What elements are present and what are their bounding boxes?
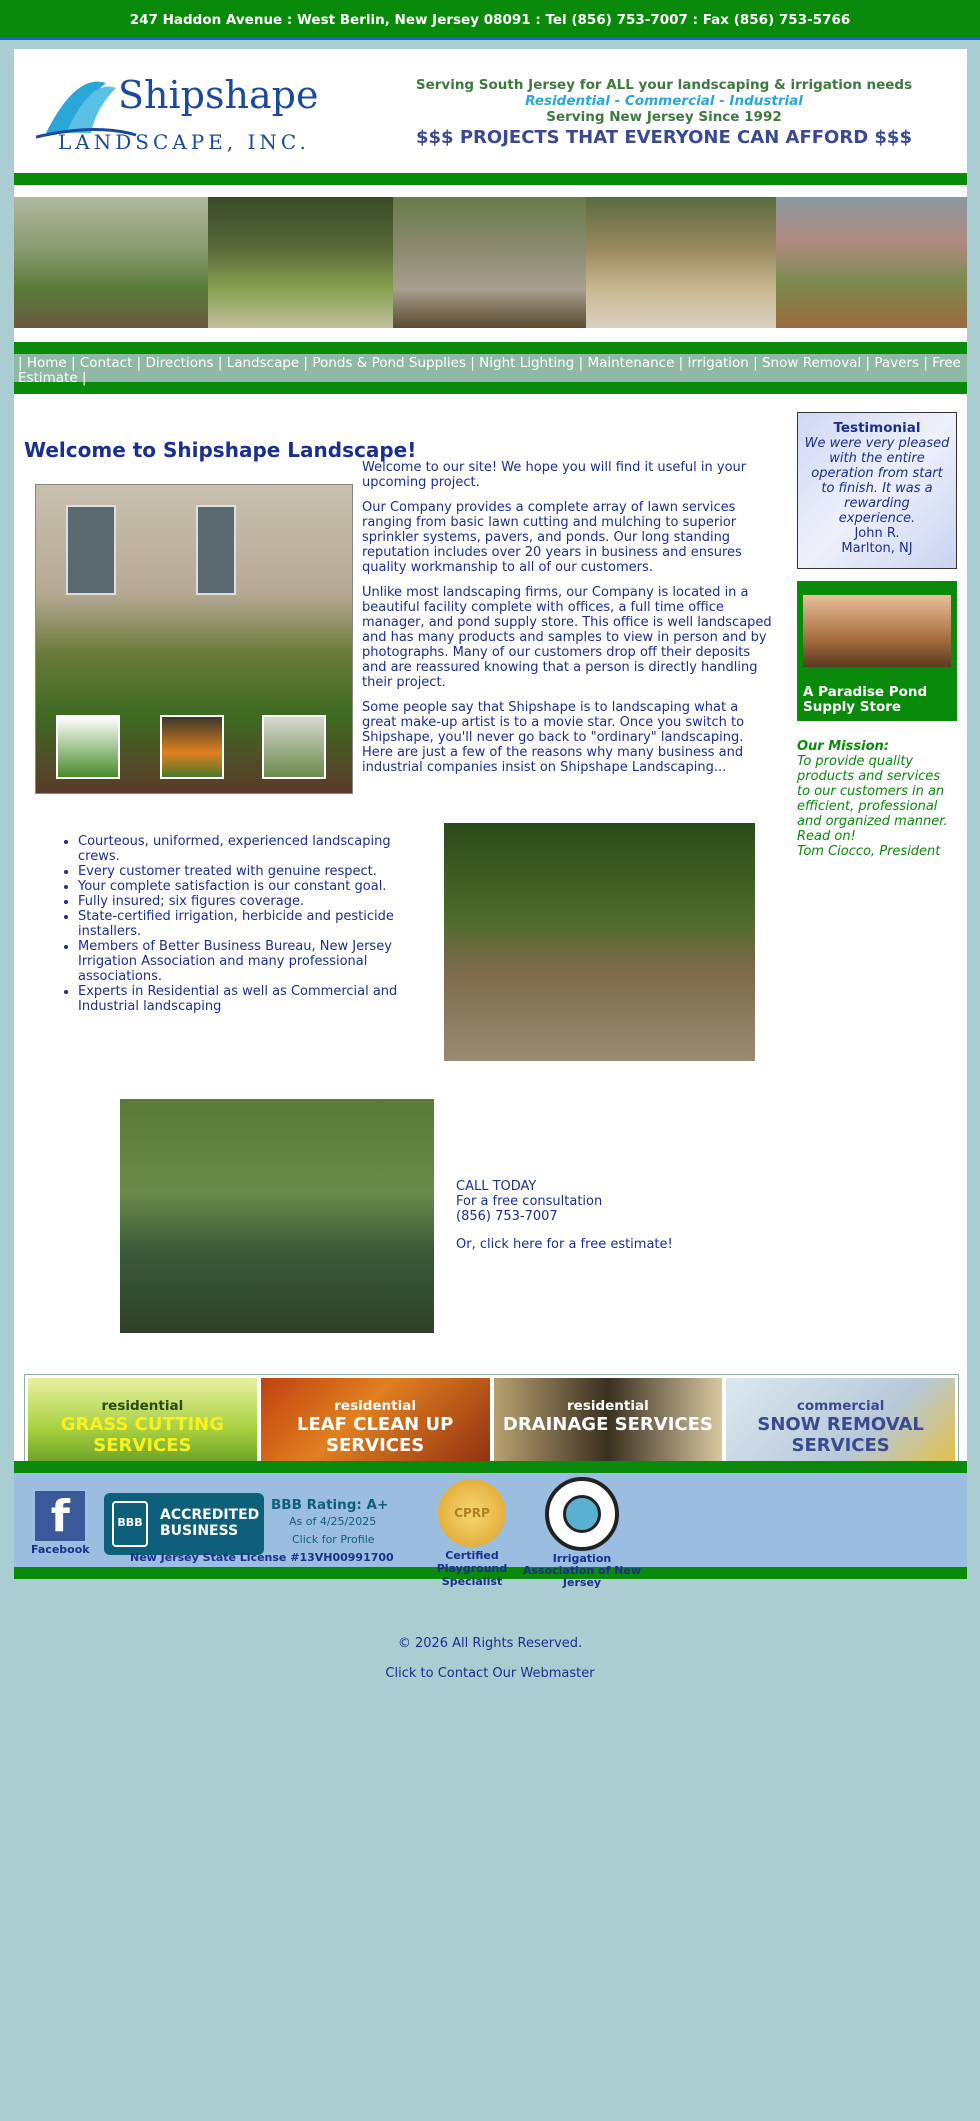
- nav-landscape[interactable]: Landscape: [226, 355, 300, 371]
- tagline-since: Serving New Jersey Since 1992: [546, 109, 782, 125]
- photo-fountain: [776, 197, 967, 328]
- bbb-torch-icon: BBB: [112, 1501, 148, 1547]
- irrigation-label: Irrigation Association of New Jersey: [522, 1552, 642, 1589]
- sidebar: [797, 412, 957, 859]
- top-info-bar: [0, 0, 980, 40]
- photo-garden-1: [14, 197, 208, 328]
- service-type: residential: [101, 1398, 184, 1414]
- bbb-accredited-line2: BUSINESS: [160, 1523, 239, 1539]
- sprinkler-thumb-1: [56, 715, 120, 779]
- bbb-accredited-line1: ACCREDITED: [160, 1507, 260, 1523]
- house-photo: [35, 484, 353, 794]
- free-estimate-link[interactable]: Or, click here for a free estimate!: [456, 1237, 673, 1252]
- nav-contact[interactable]: Contact: [79, 355, 133, 371]
- nav-snow-removal[interactable]: Snow Removal: [761, 355, 862, 371]
- cprp-seal-icon: CPRP: [438, 1479, 506, 1547]
- testimonial-place: Marlton, NJ: [841, 541, 913, 556]
- pond-bridge-photo: [120, 1099, 434, 1333]
- photo-garden-2: [208, 197, 393, 328]
- bbb-badge[interactable]: [104, 1493, 264, 1555]
- header: [14, 49, 967, 173]
- intro-text: [362, 460, 772, 785]
- intro-paragraph: Unlike most landscaping firms, our Company is located in a beautiful facility complete with offices, a full time office manager, and pond supply store. This office is well landscaped and has many products and samples to view in person and by photographs. Many of our customers drop off their deposits and are reassured knowing that a person is directly handling their project.: [362, 585, 772, 690]
- main-content: [14, 394, 967, 1456]
- nav-maintenance[interactable]: Maintenance: [587, 355, 675, 371]
- license-text: New Jersey State License #13VH00991700: [130, 1551, 394, 1564]
- irrigation-association-badge: [522, 1477, 642, 1589]
- bbb-accredited: [160, 1507, 259, 1539]
- tagline-service-area: Serving South Jersey for ALL your landscaping & irrigation needs: [415, 77, 913, 93]
- address-text: 247 Haddon Avenue : West Berlin, New Jersey 08091 : Tel (856) 753-7007 : Fax (856) 753-5766: [129, 12, 851, 28]
- nav-menu: | Home | Contact | Directions | Landscape | Ponds & Pond Supplies | Night Lighting | Maintenance | Irrigation | Snow Removal | Pavers | Free Estimate |: [18, 355, 961, 386]
- pond-store-label: A Paradise Pond Supply Store: [803, 684, 928, 715]
- photo-garden-3: [393, 197, 586, 328]
- service-type: commercial: [796, 1398, 885, 1414]
- nav-night-lighting[interactable]: Night Lighting: [479, 355, 575, 371]
- company-logo[interactable]: [36, 63, 326, 159]
- list-item: • Courteous, uniformed, experienced landscaping crews.: [78, 834, 416, 864]
- list-item: • Experts in Residential as well as Commercial and Industrial landscaping: [78, 984, 416, 1014]
- testimonial-text: We were very pleased with the entire operation from start to finish. It was a rewarding experience.: [804, 436, 950, 526]
- pond-store-link[interactable]: [797, 581, 957, 721]
- intro-paragraph: Some people say that Shipshape is to landscaping what a great make-up artist is to a movie star. Once you switch to Shipshape, you'll never go back to "ordinary" landscaping. Here are just a few of the reasons why many business and industrial companies insist on Shipshape Landscaping...: [362, 700, 745, 775]
- cprp-label: Certified Playground Specialist: [436, 1549, 508, 1588]
- tagline-afford: $$$ PROJECTS THAT EVERYONE CAN AFFORD $$$: [416, 127, 912, 148]
- call-today: CALL TODAY: [456, 1179, 537, 1194]
- list-item: • State-certified irrigation, herbicide and pesticide installers.: [78, 909, 416, 939]
- facebook-label: Facebook: [31, 1543, 90, 1556]
- bbb-asof: As of 4/25/2025: [289, 1515, 377, 1528]
- testimonial-box: [797, 412, 957, 569]
- service-type: residential: [567, 1398, 649, 1414]
- free-consultation: For a free consultation: [456, 1194, 603, 1209]
- service-name: LEAF CLEAN UP SERVICES: [296, 1414, 454, 1456]
- cprp-badge: [422, 1479, 522, 1588]
- photo-garden-4: [586, 197, 776, 328]
- irrigation-seal-icon: [545, 1477, 619, 1551]
- tagline-sectors: Residential - Commercial - Industrial: [525, 93, 803, 109]
- nav-home[interactable]: Home: [26, 355, 67, 371]
- pond-store-photo: [803, 595, 951, 667]
- copyright: © 2026 All Rights Reserved.: [397, 1636, 583, 1651]
- intro-paragraph: Welcome to our site! We hope you will find it useful in your upcoming project.: [362, 460, 747, 490]
- sprinkler-thumb-2: [160, 715, 224, 779]
- mission-title: Our Mission:: [797, 739, 889, 754]
- mission-text: To provide quality products and services to our customers in an efficient, professional and organized manner. Read on!: [797, 754, 948, 844]
- mission-author: Tom Ciocco, President: [797, 844, 941, 859]
- service-name: SNOW REMOVAL SERVICES: [757, 1414, 924, 1456]
- service-type: residential: [334, 1398, 416, 1414]
- testimonial-author: John R.: [854, 526, 900, 541]
- sprinkler-thumb-3: [262, 715, 326, 779]
- nav-directions[interactable]: Directions: [145, 355, 214, 371]
- testimonial-title: Testimonial: [833, 420, 921, 436]
- reasons-list: [76, 834, 416, 1014]
- bottom-footer: [0, 1636, 980, 1681]
- svg-text:LANDSCAPE, INC.: LANDSCAPE, INC.: [58, 130, 310, 154]
- nav-pavers[interactable]: Pavers: [874, 355, 920, 371]
- page-container: [14, 49, 967, 1589]
- page-title: Welcome to Shipshape Landscape!: [24, 438, 417, 462]
- footer: [14, 1461, 967, 1589]
- webmaster-link[interactable]: Click to Contact Our Webmaster: [385, 1666, 595, 1681]
- facebook-link[interactable]: [31, 1491, 90, 1556]
- nav-irrigation[interactable]: Irrigation: [687, 355, 749, 371]
- list-item: • Members of Better Business Bureau, New Jersey Irrigation Association and many professional associations.: [78, 939, 416, 984]
- bbb-profile-link[interactable]: Click for Profile: [292, 1533, 375, 1546]
- facebook-icon: f: [35, 1491, 85, 1541]
- divider-bar: [14, 173, 967, 185]
- list-item: • Fully insured; six figures coverage.: [78, 894, 416, 909]
- phone-number[interactable]: (856) 753-7007: [456, 1209, 558, 1224]
- svg-text:Shipshape: Shipshape: [118, 73, 319, 117]
- header-photo-strip: [14, 197, 967, 328]
- tagline: [369, 77, 959, 148]
- intro-paragraph: Our Company provides a complete array of lawn services ranging from basic lawn cutting and mulching to superior sprinkler systems, pavers, and ponds. Our long standing reputation includes over 20 years in business and ensures quality workmanship to all of our customers.: [362, 500, 742, 575]
- nav-ponds[interactable]: Ponds & Pond Supplies: [312, 355, 467, 371]
- nav-bar: [14, 342, 967, 394]
- nav-free-estimate[interactable]: Free Estimate: [18, 355, 961, 386]
- mission-statement: [797, 739, 957, 859]
- service-name: GRASS CUTTING SERVICES: [60, 1414, 225, 1456]
- call-to-action: [456, 1179, 673, 1252]
- list-item: • Your complete satisfaction is our constant goal.: [78, 879, 416, 894]
- bbb-rating: BBB Rating: A+: [271, 1497, 389, 1513]
- service-name: DRAINAGE SERVICES: [502, 1414, 713, 1435]
- paver-path-photo: [444, 823, 755, 1061]
- list-item: • Every customer treated with genuine respect.: [78, 864, 416, 879]
